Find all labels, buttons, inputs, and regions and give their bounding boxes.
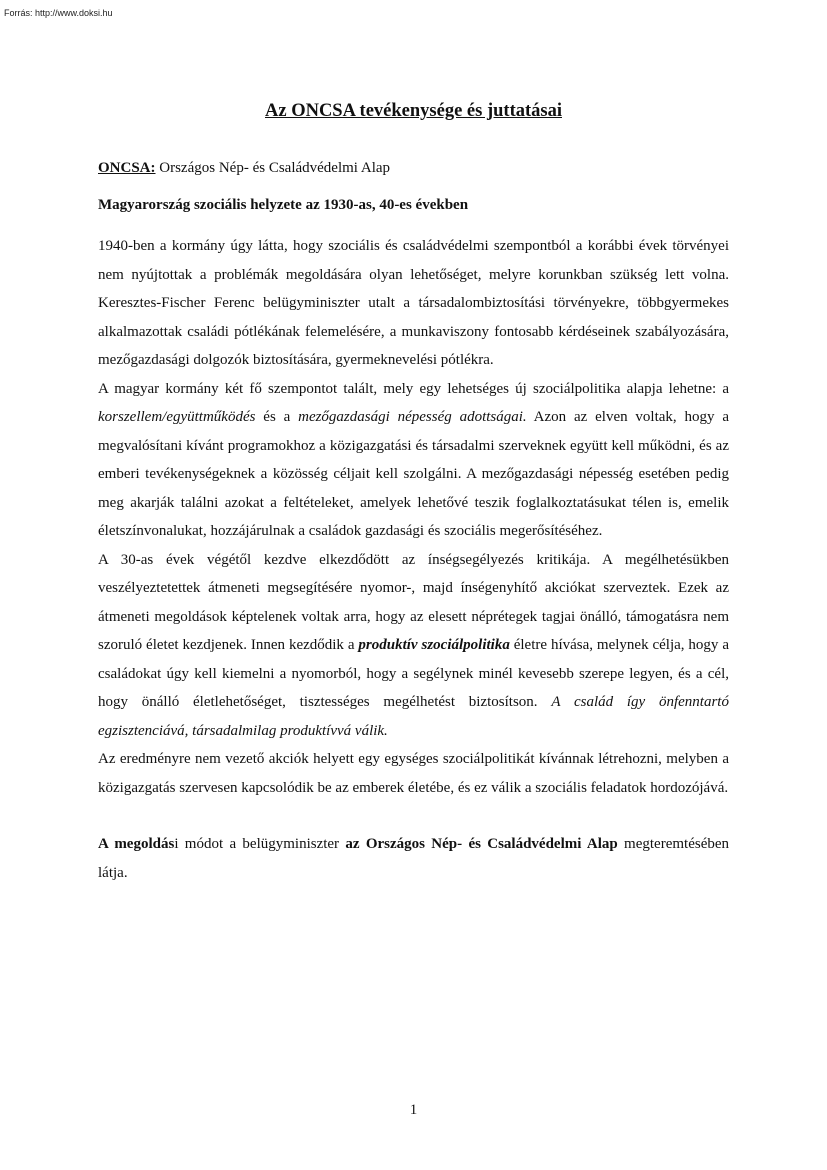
definition-line bbox=[98, 158, 729, 178]
page-title: Az ONCSA tevékenysége és juttatásai bbox=[265, 101, 562, 121]
paragraph-4: Az eredményre nem vezető akciók helyett egy egységes szociálpolitikát kívánnak létrehozni, melyben a közigazgatás szervesen kapcsolódik be az emberek életébe, és ez válik a szociális feladatok hordozójává. bbox=[98, 751, 729, 796]
body-text bbox=[98, 232, 729, 887]
paragraph-2: A magyar kormány két fő szempontot talált, mely egy lehetséges új szociálpolitika alapja lehetne: a korszellem/együttműködés és a mezőgazdasági népesség adottságai. Azon az elven voltak, hogy a megvalósítani kívánt programokhoz a közigazgatási és társadalmi szerveknek együtt kell működni, és az emberi tevékenységeknek a közösség céljait kell szolgálni. A mezőgazdasági népesség esetében pedig meg akarják találni azokat a feltételeket, amelyek lehetővé teszik foglalkoztatásukat télen is, emelik életszínvonalukat, hozzájárulnak a családok gazdasági és szociális megerősítéséhez. bbox=[98, 380, 729, 539]
definition-abbr: ONCSA: bbox=[98, 160, 156, 176]
emphasis-produktiv: produktív szociálpolitika bbox=[358, 637, 510, 653]
definition-full: Országos Nép- és Családvédelmi Alap bbox=[155, 160, 391, 176]
paragraph-5: A megoldási módot a belügyminiszter az Országos Nép- és Családvédelmi Alap megteremtésében látja. bbox=[98, 836, 730, 881]
section-heading: Magyarország szociális helyzete az 1930-as, 40-es években bbox=[98, 197, 469, 213]
source-url: Forrás: http://www.doksi.hu bbox=[4, 8, 113, 18]
paragraph-3: A 30-as évek végétől kezdve elkezdődött az ínségsegélyezés kritikája. A megélhetésükben veszélyeztetettek átmeneti megsegítésére nyomor-, majd ínségenyhítő akciókat szerveztek. Ezek az átmeneti megoldások képtelenek voltak arra, hogy az elesett néprétegek tagjai önálló, támogatásra nem szoruló életet kezdjenek. Innen kezdődik a produktív szociálpolitika életre hívása, melynek célja, hogy a családokat úgy kell kiemelni a nyomorból, hogy a segélynek minél kevesebb szerepe legyen, és a cél, hogy önálló életlehetőséget, tisztességes megélhetést biztosítson. A család így önfenntartó egzisztenciává, társadalmilag produktívvá válik. bbox=[98, 551, 729, 739]
emphasis-mezogazdasagi: mezőgazdasági népesség adottságai. bbox=[298, 409, 527, 425]
document-page bbox=[98, 96, 729, 887]
emphasis-csalad: A család így önfenntartó egzisztenciává, társadalmilag produktívvá válik. bbox=[98, 694, 729, 739]
emphasis-korszellem: korszellem/együttműködés bbox=[98, 409, 256, 425]
page-number: 1 bbox=[409, 1102, 418, 1118]
paragraph-1: 1940-ben a kormány úgy látta, hogy szociális és családvédelmi szempontból a korábbi évek törvényei nem nyújtottak a problémák megoldására olyan lehetőséget, melyre korunkban szükség lett volna. Keresztes-Fischer Ferenc belügyminiszter utalt a társadalombiztosítási törvényekre, többgyermekes alkalmazottak családi pótlékának felemelésére, a munkaviszony fontosabb kérdéseinek szabályozására, mezőgazdasági dolgozók biztosítására, gyermeknevelési pótlékra. bbox=[98, 238, 729, 368]
